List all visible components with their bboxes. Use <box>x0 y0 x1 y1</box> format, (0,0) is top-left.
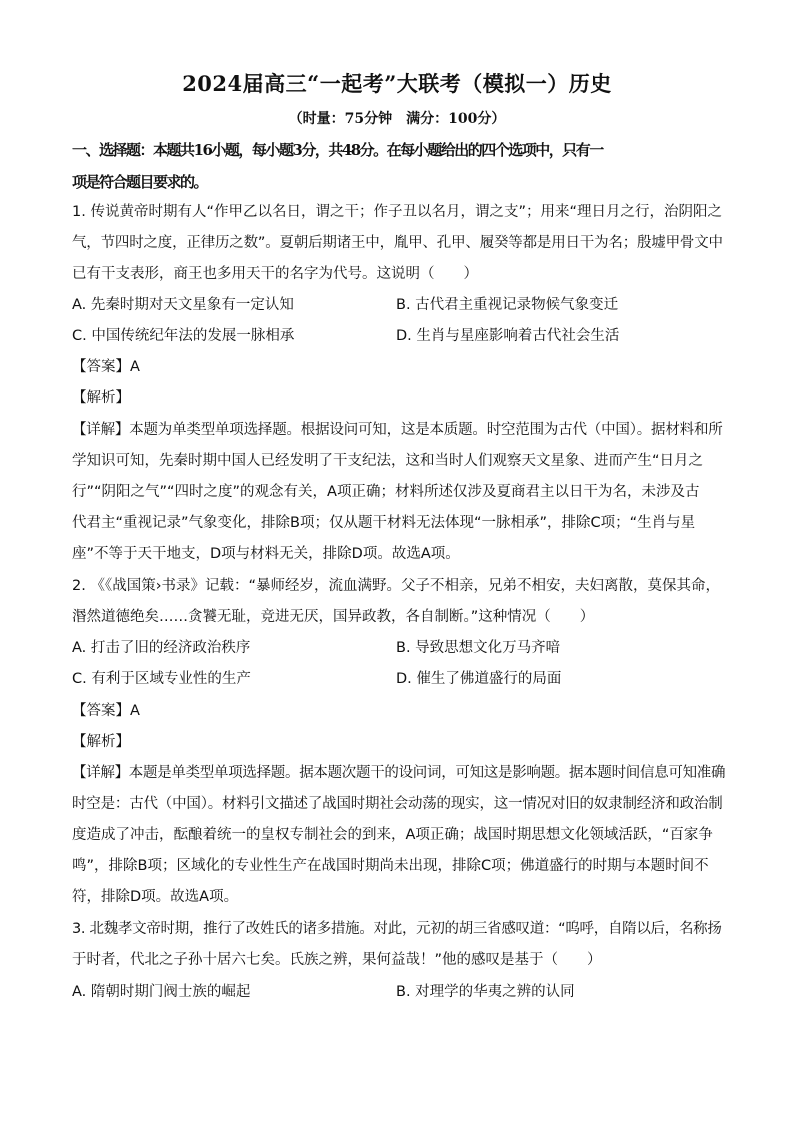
q2-detail-line-4: 鸣”，排除B项；区域化的专业性生产在战国时期尚未出现，排除C项；佛道盛行的时期与本题时间不 <box>72 858 709 874</box>
q1-detail-line-3: 行”“阴阳之气”“四时之度”的观念有关，A项正确；材料所述仅涉及夏商君主以日干为名，未涉及古 <box>72 484 700 500</box>
q1-option-a: A. 先秦时期对天文星象有一定认知 <box>72 297 294 313</box>
q2-option-a: A. 打击了旧的经济政治秩序 <box>72 640 251 656</box>
q1-detail-line-2: 学知识可知，先秦时期中国人已经发明了干支纪法，这和当时人们观察天文星象、进而产生“日月之 <box>72 453 704 469</box>
q3-stem-line-2: 于时者，代北之子孙十居六七矣。氏族之辨，果何益哉！”他的感叹是基于（ ） <box>72 952 602 968</box>
q1-analysis-label: 【解析】 <box>72 390 130 406</box>
q1-option-d: D. 生肖与星座影响着古代社会生活 <box>396 328 620 344</box>
q2-detail-line-1: 【详解】本题是单类型单项选择题。据本题次题干的设问词，可知这是影响题。据本题时间信息可知准确 <box>72 765 726 781</box>
q2-stem-line-2: 湣然道德绝矣……贪饕无耻，竞进无厌，国异政教，各自制断。”这种情况（ ） <box>72 609 595 625</box>
document-title: 2024届高三“一起考”大联考（模拟一）历史 <box>182 71 612 96</box>
q1-stem-line-3: 已有干支表形，商王也多用天干的名字为代号。这说明（ ） <box>72 266 478 282</box>
q1-answer: 【答案】A <box>72 359 140 375</box>
q1-stem-line-1: 1. 传说黄帝时期有人“作甲乙以名日，谓之干；作子丑以名月，谓之支”；用来“理日月之行，治阴阳之 <box>72 204 722 220</box>
q1-option-b: B. 古代君主重视记录物候气象变迁 <box>396 297 619 313</box>
section-heading-line-2: 项是符合题目要求的。 <box>72 173 208 191</box>
q1-stem-line-2: 气，节四时之度，正律历之数”。夏朝后期诸王中，胤甲、孔甲、履癸等都是用日干为名；殷墟甲骨文中 <box>72 235 723 251</box>
q3-option-a: A. 隋朝时期门阀士族的崛起 <box>72 984 251 1000</box>
q3-stem-line-1: 3. 北魏孝文帝时期，推行了改姓氏的诸多措施。对此，元初的胡三省感叹道：“呜呼，自隋以后，名称扬 <box>72 921 722 937</box>
q2-option-d: D. 催生了佛道盛行的局面 <box>396 671 562 687</box>
q1-detail-line-5: 座”不等于天干地支，D项与材料无关，排除D项。故选A项。 <box>72 546 460 562</box>
q2-option-b: B. 导致思想文化万马齐喑 <box>396 640 561 656</box>
q1-option-c: C. 中国传统纪年法的发展一脉相承 <box>72 328 295 344</box>
q3-option-b: B. 对理学的华夷之辨的认同 <box>396 984 575 1000</box>
q2-detail-line-5: 符，排除D项。故选A项。 <box>72 889 239 905</box>
q2-detail-line-3: 度造成了冲击，酝酿着统一的皇权专制社会的到来，A项正确；战国时期思想文化领域活跃，“百家争 <box>72 827 713 843</box>
q2-option-c: C. 有利于区域专业性的生产 <box>72 671 251 687</box>
q2-analysis-label: 【解析】 <box>72 734 130 750</box>
exam-info: （时量：75分钟 满分：100分） <box>288 111 506 127</box>
q2-stem-line-1: 2. 《《战国策›书录》记载：“暴师经岁，流血满野。父子不相亲，兄弟不相安，夫妇离散，莫保其命， <box>72 578 721 594</box>
q2-detail-line-2: 时空是：古代（中国）。材料引文描述了战国时期社会动荡的现实，这一情况对旧的奴隶制经济和政治制 <box>72 796 723 812</box>
q1-detail-line-4: 代君主“重视记录”气象变化，排除B项；仅从题干材料无法体现“一脉相承”，排除C项；“生肖与星 <box>72 515 696 531</box>
q2-answer: 【答案】A <box>72 703 140 719</box>
section-heading-line-1: 一、选择题：本题共16小题，每小题3分，共48分。在每小题给出的四个选项中，只有一 <box>72 141 603 159</box>
q1-detail-line-1: 【详解】本题为单类型单项选择题。根据设问可知，这是本质题。时空范围为古代（中国）。据材料和所 <box>72 422 723 438</box>
